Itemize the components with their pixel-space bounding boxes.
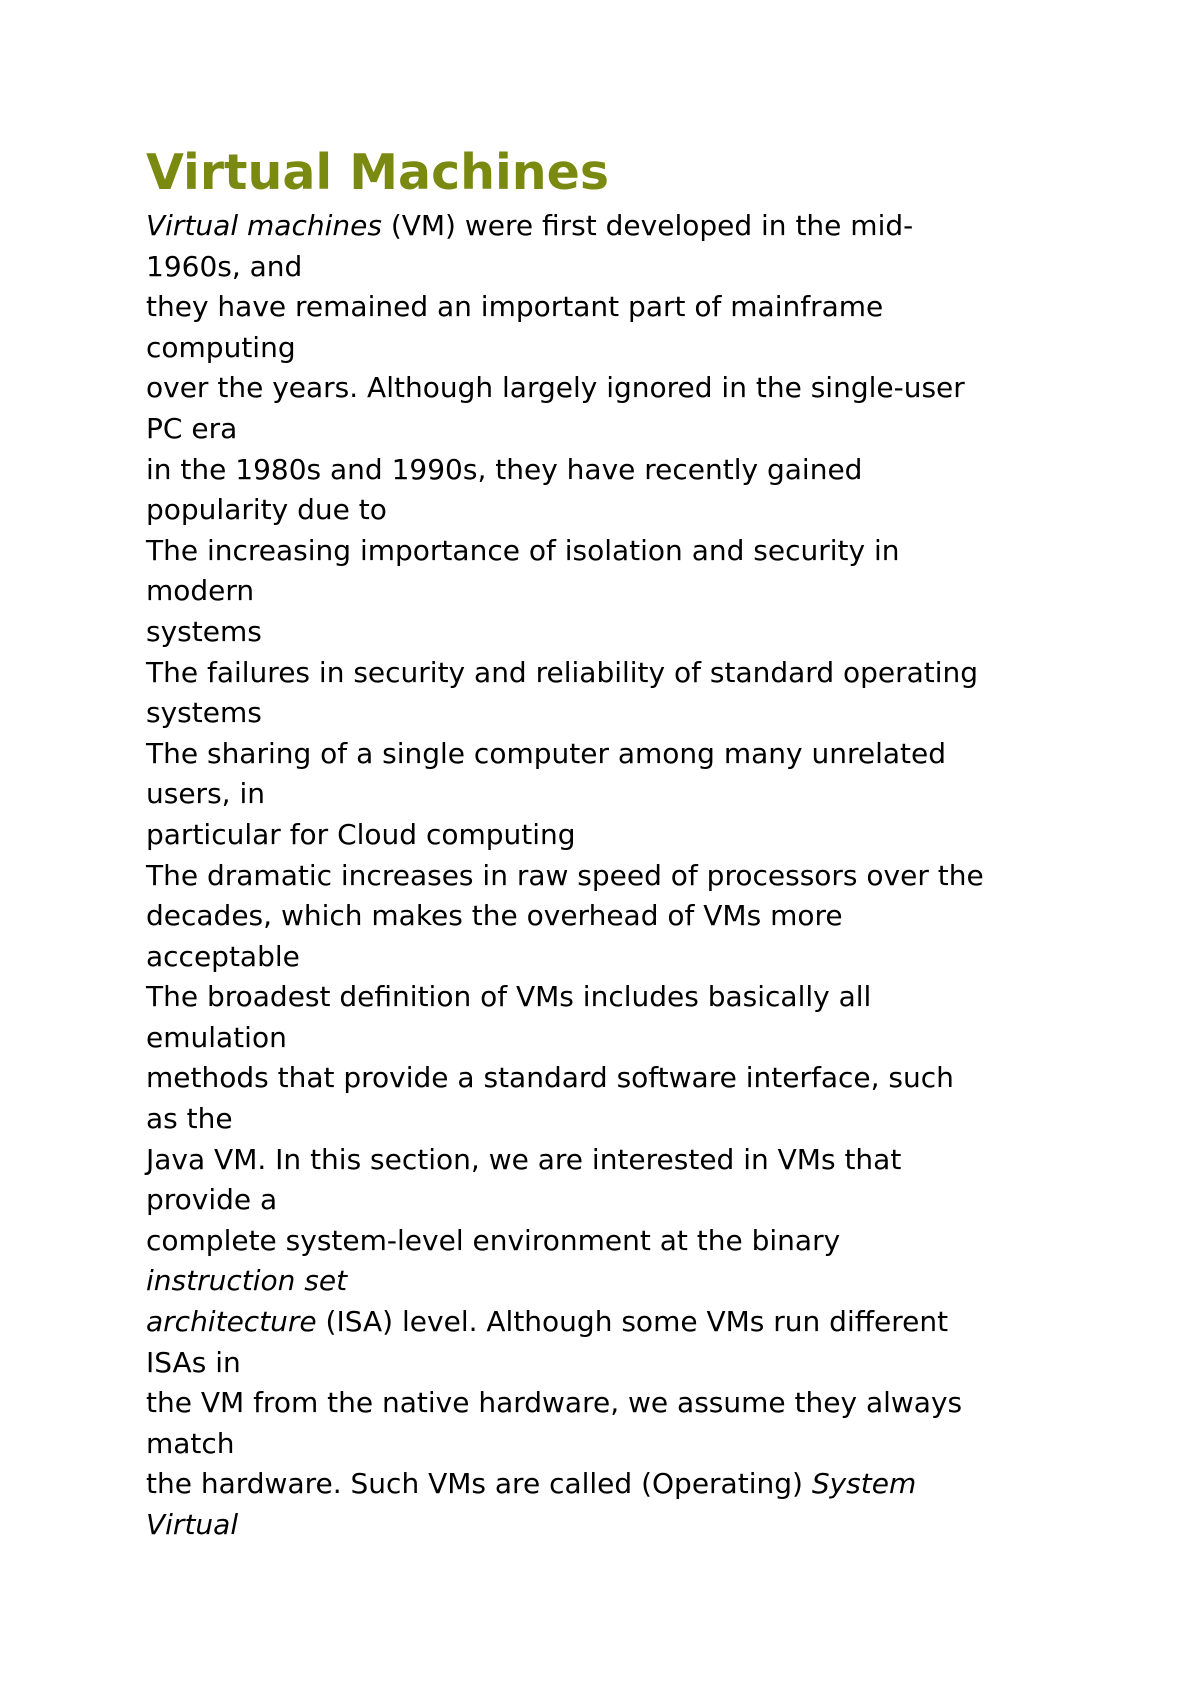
text-line: The increasing importance of isolation and security in xyxy=(146,533,900,567)
text-line: methods that provide a standard software interface, such xyxy=(146,1061,954,1095)
page-title: Virtual Machines xyxy=(146,144,610,201)
text-line: systems xyxy=(146,614,262,648)
text-line: as the xyxy=(146,1102,233,1136)
text-line: PC era xyxy=(146,411,238,445)
text-line: users, in xyxy=(146,777,265,811)
text-line: complete system-level environment at the binary xyxy=(146,1223,841,1257)
body-text xyxy=(146,206,1146,1546)
text-line: match xyxy=(146,1426,235,1460)
text-line: acceptable xyxy=(146,939,300,973)
text-line: architecture (ISA) level. Although some VMs run different xyxy=(146,1305,949,1339)
term-system: System xyxy=(811,1467,917,1501)
text-line: 1960s, and xyxy=(146,249,303,283)
term-instruction-set: instruction set xyxy=(146,1264,348,1298)
term-architecture: architecture xyxy=(146,1305,317,1339)
text-line: over the years. Although largely ignored in the single-user xyxy=(146,371,965,405)
term-virtual: Virtual xyxy=(146,1508,239,1541)
text-line: provide a xyxy=(146,1183,278,1217)
text-line: The dramatic increases in raw speed of processors over the xyxy=(146,858,984,892)
text-line: emulation xyxy=(146,1020,287,1054)
text-line: Java VM. In this section, we are interested in VMs that xyxy=(146,1142,902,1176)
text-line: they have remained an important part of mainframe xyxy=(146,290,884,324)
term-virtual-machines: Virtual machines xyxy=(146,209,382,242)
text-line: the hardware. Such VMs are called (Operating) System xyxy=(146,1467,917,1501)
text-line: modern xyxy=(146,574,255,608)
text-line: computing xyxy=(146,330,296,364)
text-line: The failures in security and reliability of standard operating xyxy=(146,655,979,689)
text-line: The sharing of a single computer among many unrelated xyxy=(146,736,947,770)
text-line: Virtual machines (VM) were first developed in the mid- xyxy=(146,209,914,242)
text-line: the VM from the native hardware, we assume they always xyxy=(146,1386,963,1420)
text-line: in the 1980s and 1990s, they have recently gained xyxy=(146,452,863,486)
text-line: popularity due to xyxy=(146,493,387,527)
text-line: systems xyxy=(146,696,262,730)
text-line: The broadest definition of VMs includes basically all xyxy=(146,980,872,1014)
text-line: decades, which makes the overhead of VMs more xyxy=(146,899,843,933)
text-line: ISAs in xyxy=(146,1345,241,1379)
text-line: particular for Cloud computing xyxy=(146,817,576,851)
